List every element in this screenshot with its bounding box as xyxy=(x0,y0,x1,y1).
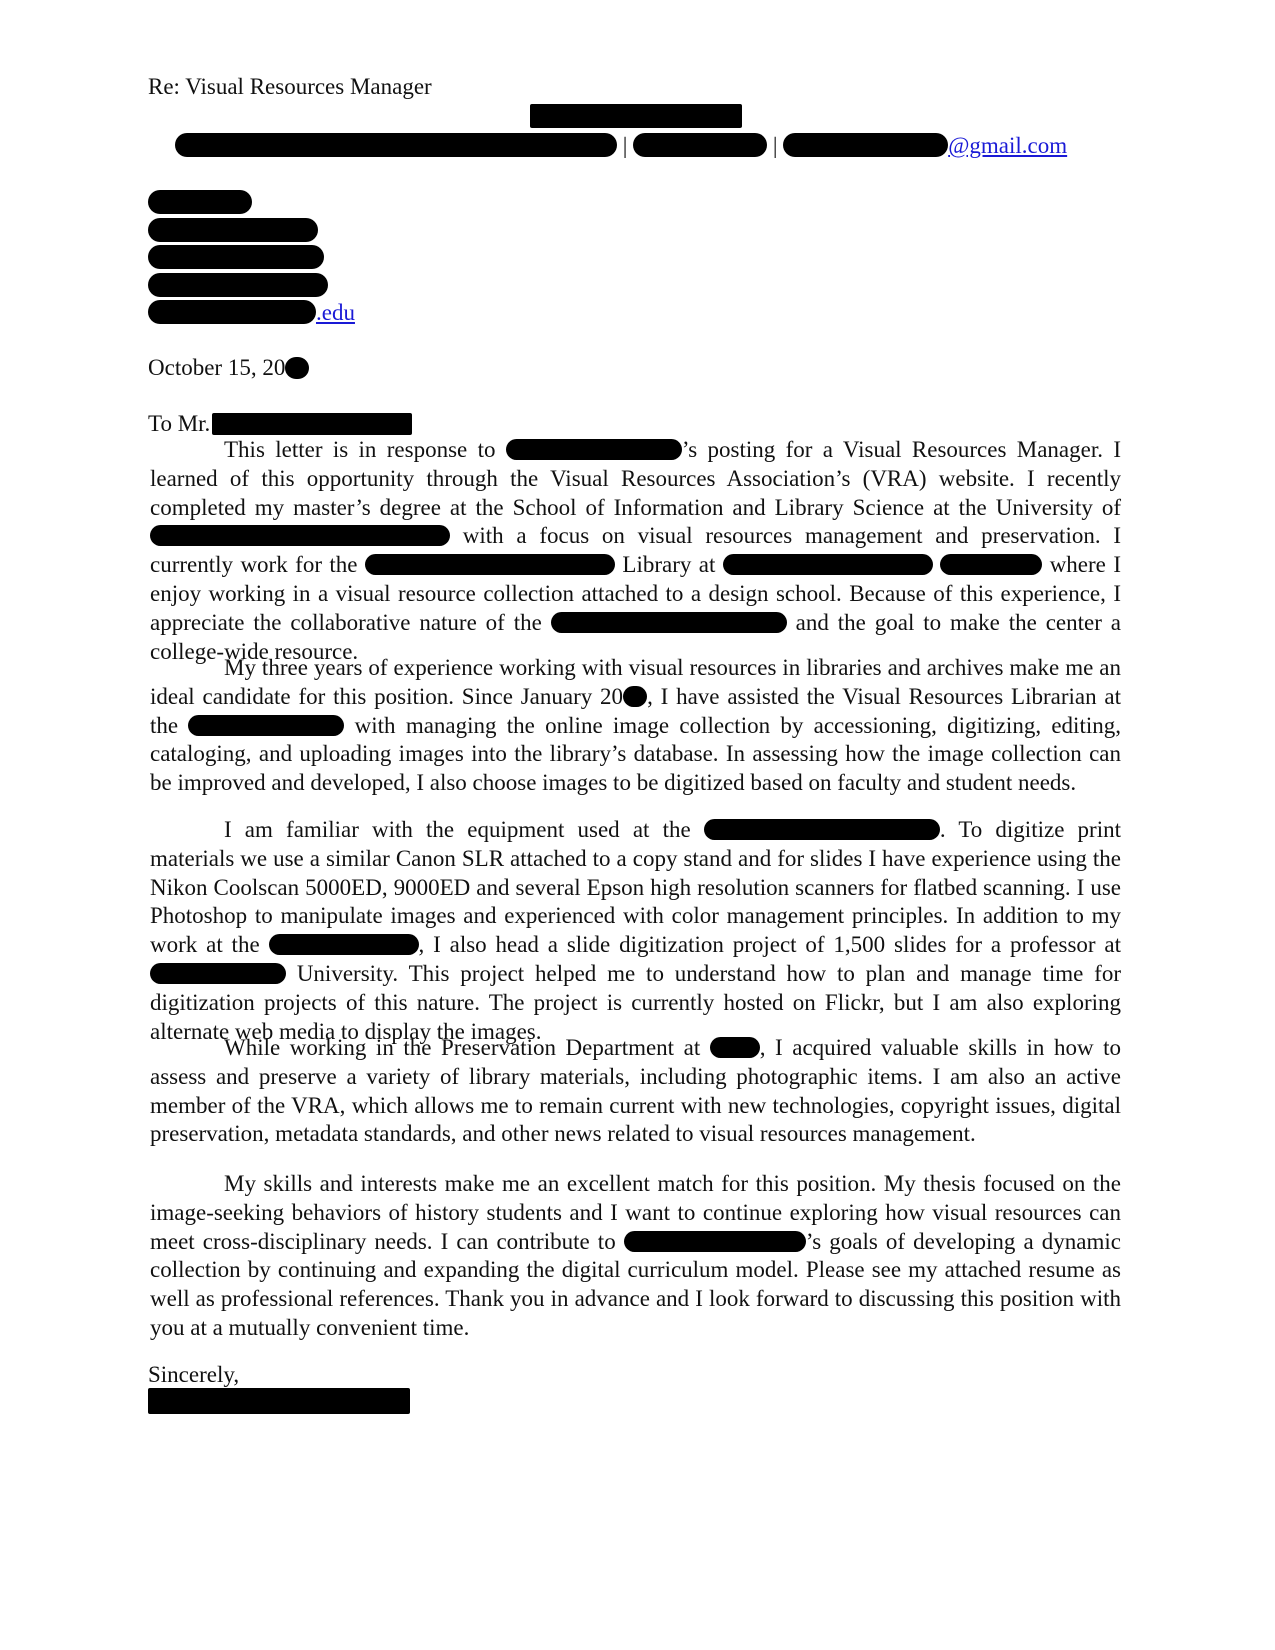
redaction-bar xyxy=(506,439,682,460)
salutation: To Mr. xyxy=(148,411,211,436)
body-paragraph-2: My three years of experience working with visual resources in libraries and archives make me an ideal candidate for this position. Since January 20 , I have assisted the Visual Resources Librarian at the with managing the online image collection by accessioning, digitizing, editing, cataloging, and uploading images into the library’s database. In assessing how the image collection can be improved and developed, I also choose images to be digitized based on faculty and student needs. xyxy=(150,655,1121,796)
recipient-name-redacted xyxy=(148,188,252,217)
recipient-email-user-redacted xyxy=(148,300,316,324)
recipient-email-domain: .edu xyxy=(316,300,355,325)
separator: | xyxy=(772,133,778,158)
recipient-email-line xyxy=(148,298,355,327)
signature-redacted xyxy=(148,1388,410,1417)
year-redacted xyxy=(285,357,309,379)
subject-line: Re: Visual Resources Manager xyxy=(148,74,432,99)
body-paragraph-4: While working in the Preservation Department at , I acquired valuable skills in how to assess and preserve a variety of library materials, including photographic items. I am also an active member of the VRA, which allows me to remain current with new technologies, copyright issues, digital preservation, metadata standards, and other news related to visual resources management. xyxy=(150,1035,1121,1147)
redaction-bar xyxy=(623,686,647,707)
redaction-bar xyxy=(624,1231,806,1252)
redaction-bar xyxy=(150,525,450,546)
redaction-bar xyxy=(148,245,324,269)
recipient-title-redacted xyxy=(148,216,318,245)
recipient-organization-redacted xyxy=(148,243,324,272)
redaction-bar xyxy=(710,1037,760,1058)
closing: Sincerely, xyxy=(148,1362,240,1387)
redaction-bar xyxy=(148,1388,410,1414)
separator: | xyxy=(622,133,628,158)
redaction-bar xyxy=(148,190,252,214)
sender-contact-line xyxy=(175,131,1067,160)
redaction-bar xyxy=(150,963,286,984)
recipient-address-redacted xyxy=(148,271,328,300)
redaction-bar xyxy=(148,273,328,297)
redaction-bar xyxy=(269,934,419,955)
redaction-bar xyxy=(723,554,933,575)
redaction-bar xyxy=(551,612,787,633)
sender-email-user-redacted xyxy=(783,133,948,157)
redaction-bar xyxy=(188,715,344,736)
sender-phone-redacted xyxy=(633,133,767,157)
recipient-email-link[interactable] xyxy=(148,300,355,325)
sender-email-domain: @gmail.com xyxy=(948,133,1068,158)
redaction-bar xyxy=(530,104,742,128)
body-paragraph-3: I am familiar with the equipment used at the . To digitize print materials we use a similar Canon SLR attached to a copy stand and for slides I have experience using the Nikon Coolscan 5000ED, 9000ED and several Epson high resolution scanners for flatbed scanning. I use Photoshop to manipulate images and experienced with color management principles. In addition to my work at the , I also head a slide digitization project of 1,500 slides for a professor at University. This project helped me to understand how to plan and manage time for digitization projects of this nature. The project is currently hosted on Flickr, but I am also exploring alternate web media to display the images. xyxy=(150,817,1122,1044)
sender-address-redacted xyxy=(175,133,617,157)
redaction-bar xyxy=(148,218,318,242)
body-paragraph-1: This letter is in response to ’s posting for a Visual Resources Manager. I learned of this opportunity through the Visual Resources Association’s (VRA) website. I recently completed my master’s degree at the School of Information and Library Science at the University of with a focus on visual resources management and preservation. I currently work for the Library at where I enjoy working in a visual resource collection attached to a design school. Because of this experience, I appreciate the collaborative nature of the and the goal to make the center a college-wide resource. xyxy=(150,437,1122,664)
redaction-bar xyxy=(365,554,615,575)
redaction-bar xyxy=(940,554,1042,575)
body-paragraph-5: My skills and interests make me an excellent match for this position. My thesis focused on the image-seeking behaviors of history students and I want to continue exploring how visual resources can meet cross-disciplinary needs. I can contribute to ’s goals of developing a dynamic collection by continuing and expanding the digital curriculum model. Please see my attached resume as well as professional references. Thank you in advance and I look forward to discussing this position with you at a mutually convenient time. xyxy=(150,1171,1122,1340)
recipient-surname-redacted xyxy=(212,413,412,435)
sender-email-link[interactable] xyxy=(783,133,1067,158)
letter-date: October 15, 20 xyxy=(148,355,286,380)
redaction-bar xyxy=(704,819,940,840)
date-line xyxy=(148,353,309,382)
sender-name-redacted xyxy=(530,102,742,131)
salutation-line xyxy=(148,409,412,438)
